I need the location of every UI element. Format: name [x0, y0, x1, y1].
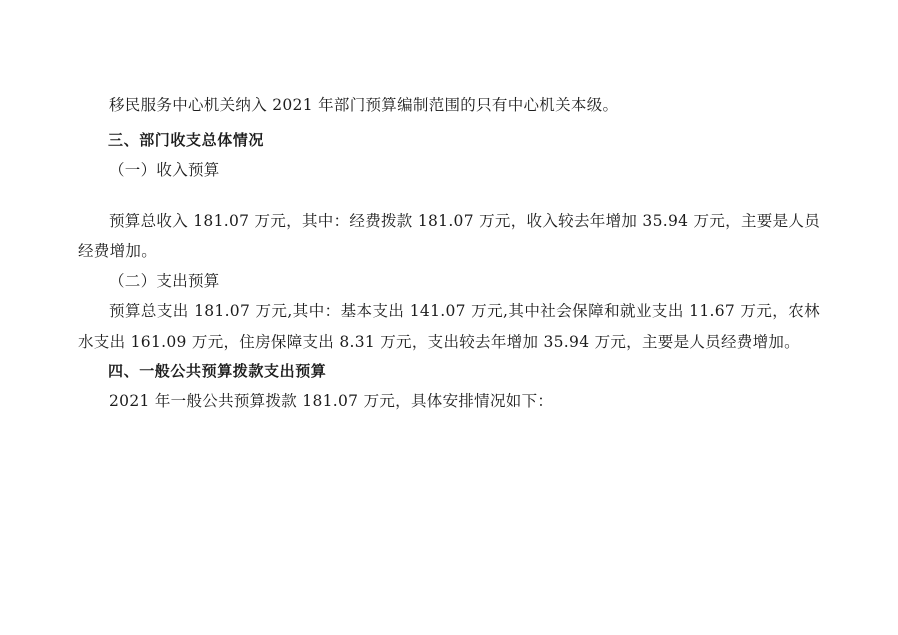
paragraph-intro: 移民服务中心机关纳入 2021 年部门预算编制范围的只有中心机关本级。 — [109, 96, 619, 114]
paragraph-income-budget: 预算总收入 181.07 万元，其中：经费拨款 181.07 万元，收入较去年增加 35.94 万元，主要是人员经费增加。 — [78, 211, 820, 260]
document-body — [78, 90, 820, 416]
heading-subsection-expense: （二）支出预算 — [109, 272, 220, 291]
heading-section-three: 三、部门收支总体情况 — [108, 131, 265, 150]
spacer — [78, 186, 820, 206]
heading-subsection-income: （一）收入预算 — [109, 161, 220, 180]
paragraph-general-public-budget: 2021 年一般公共预算拨款 181.07 万元，具体安排情况如下： — [109, 392, 554, 411]
heading-section-four: 四、一般公共预算拨款支出预算 — [108, 361, 327, 380]
paragraph-expense-budget: 预算总支出 181.07 万元,其中：基本支出 141.07 万元,其中社会保障和就业支出 11.67 万元，农林水支出 161.09 万元，住房保障支出 8.31 万元，支出较去年增加 35.94 万元，主要是人员经费增加。 — [78, 302, 820, 351]
